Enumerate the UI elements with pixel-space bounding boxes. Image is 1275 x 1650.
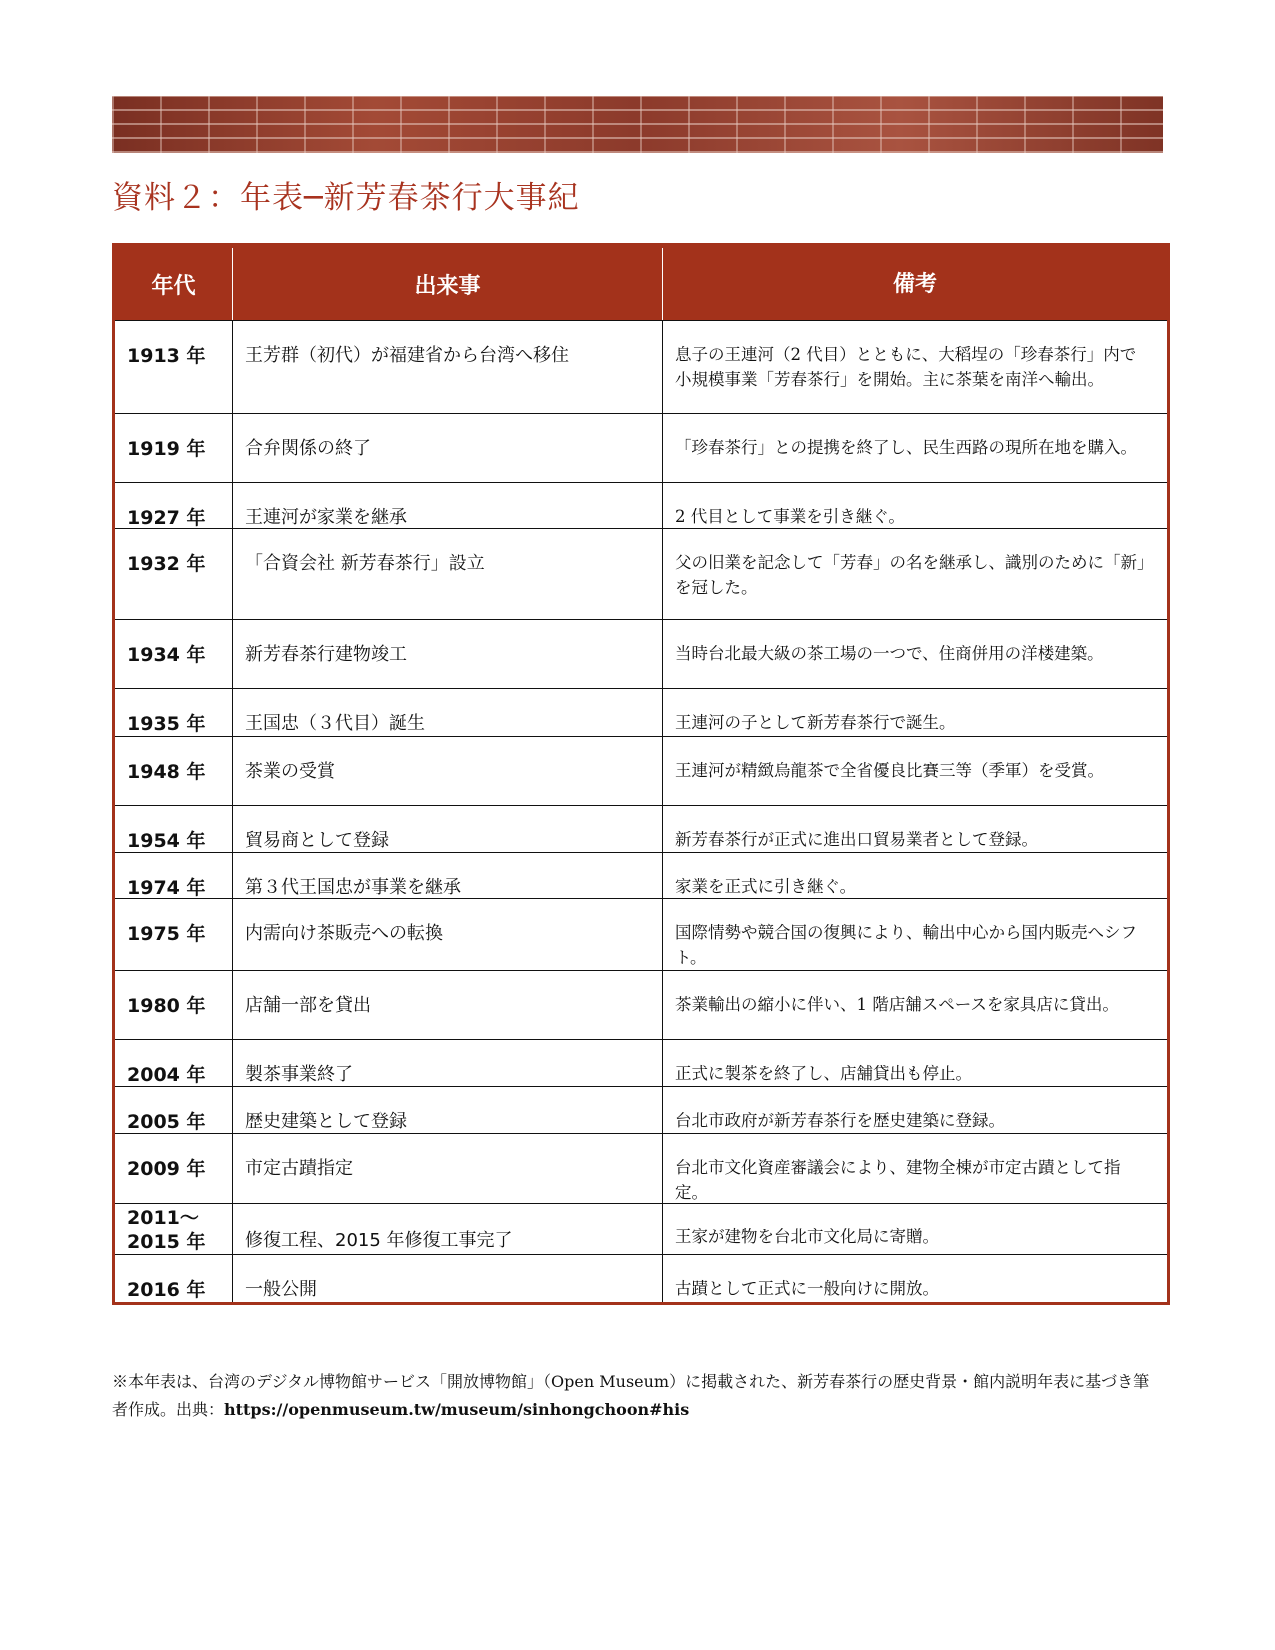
header-year: 年代: [115, 248, 233, 320]
row-note: 正式に製茶を終了し、店舗貸出も停止。: [675, 1064, 972, 1083]
footnote-text: ※本年表は、台湾のデジタル博物館サービス「開放博物館」（Open Museum）に掲載された、新芳春茶行の歴史背景・館内説明年表に基づき筆者作成。出典：: [112, 1372, 1150, 1419]
table-row: [115, 1203, 1167, 1254]
row-event: 製茶事業終了: [233, 1040, 663, 1086]
row-event: 合弁関係の終了: [233, 414, 663, 482]
table-row: [115, 482, 1167, 528]
row-event: 王国忠（３代目）誕生: [233, 689, 663, 736]
table-row: [115, 619, 1167, 688]
row-note: 2 代目として事業を引き継ぐ。: [675, 507, 905, 526]
source-link[interactable]: https://openmuseum.tw/museum/sinhongchoon#his: [224, 1400, 690, 1419]
table-row: [115, 970, 1167, 1039]
row-event: 王連河が家業を継承: [233, 483, 663, 528]
row-note: 当時台北最大級の茶工場の一つで、住商併用の洋楼建築。: [675, 644, 1104, 663]
row-year: 1919 年: [115, 414, 233, 482]
row-event: 王芳群（初代）が福建省から台湾へ移住: [233, 321, 663, 413]
row-year: 1980 年: [115, 971, 233, 1039]
row-event: 一般公開: [233, 1255, 663, 1302]
table-row: [115, 413, 1167, 482]
row-event: 修復工程、2015 年修復工事完了: [233, 1204, 663, 1254]
footnote: [112, 1368, 1164, 1424]
row-event: 新芳春茶行建物竣工: [233, 620, 663, 688]
row-note: 息子の王連河（2 代目）とともに、大稻埕の「珍春茶行」内で小規模事業「芳春茶行」を開始。主に茶葉を南洋へ輸出。: [675, 345, 1137, 389]
row-note: 家業を正式に引き継ぐ。: [675, 877, 857, 896]
row-year: 2011～2015 年: [115, 1204, 233, 1254]
row-year: 1975 年: [115, 899, 233, 970]
row-note: 王家が建物を台北市文化局に寄贈。: [675, 1227, 939, 1246]
row-event: 第３代王国忠が事業を継承: [233, 853, 663, 898]
row-year: 1948 年: [115, 737, 233, 805]
row-year: 1934 年: [115, 620, 233, 688]
table-row: [115, 898, 1167, 970]
table-row: [115, 736, 1167, 805]
table-row: [115, 528, 1167, 619]
table-header-row: [115, 248, 1167, 320]
row-event: 「合資会社 新芳春茶行」設立: [233, 529, 663, 619]
row-year: 2005 年: [115, 1087, 233, 1133]
table-row: [115, 805, 1167, 852]
row-year: 1935 年: [115, 689, 233, 736]
row-year: 2004 年: [115, 1040, 233, 1086]
table-row: [115, 320, 1167, 413]
row-note: 新芳春茶行が正式に進出口貿易業者として登録。: [675, 830, 1038, 849]
row-note: 国際情勢や競合国の復興により、輸出中心から国内販売へシフト。: [675, 923, 1137, 967]
table-row: [115, 1254, 1167, 1302]
table-row: [115, 852, 1167, 898]
row-note: 父の旧業を記念して「芳春」の名を継承し、識別のために「新」を冠した。: [675, 553, 1146, 597]
page-title: 資料２：年表─新芳春茶行大事紀: [112, 180, 580, 216]
row-year: 2016 年: [115, 1255, 233, 1302]
row-year: 1913 年: [115, 321, 233, 413]
table-row: [115, 1133, 1167, 1203]
row-note: 王連河が精緻烏龍茶で全省優良比賽三等（季軍）を受賞。: [675, 761, 1104, 780]
header-event: 出来事: [233, 248, 663, 320]
timeline-table: [112, 243, 1170, 1305]
row-event: 店舗一部を貸出: [233, 971, 663, 1039]
row-event: 歴史建築として登録: [233, 1087, 663, 1133]
row-year: 2009 年: [115, 1134, 233, 1203]
row-year: 1932 年: [115, 529, 233, 619]
row-event: 市定古蹟指定: [233, 1134, 663, 1203]
header-note: 備考: [892, 271, 937, 297]
table-row: [115, 688, 1167, 736]
row-year: 1974 年: [115, 853, 233, 898]
table-row: [115, 1086, 1167, 1133]
row-event: 内需向け茶販売への転換: [233, 899, 663, 970]
row-year: 1954 年: [115, 806, 233, 852]
table-row: [115, 1039, 1167, 1086]
row-event: 貿易商として登録: [233, 806, 663, 852]
brick-banner-image: [112, 96, 1163, 153]
row-note: 王連河の子として新芳春茶行で誕生。: [675, 713, 956, 732]
row-note: 古蹟として正式に一般向けに開放。: [675, 1279, 939, 1298]
row-note: 台北市文化資産審議会により、建物全棟が市定古蹟として指定。: [675, 1158, 1121, 1202]
row-event: 茶業の受賞: [233, 737, 663, 805]
row-note: 茶業輸出の縮小に伴い、1 階店舗スペースを家具店に貸出。: [675, 995, 1119, 1014]
row-year: 1927 年: [115, 483, 233, 528]
row-note: 「珍春茶行」との提携を終了し、民生西路の現所在地を購入。: [675, 438, 1137, 457]
row-note: 台北市政府が新芳春茶行を歴史建築に登録。: [675, 1111, 1005, 1130]
